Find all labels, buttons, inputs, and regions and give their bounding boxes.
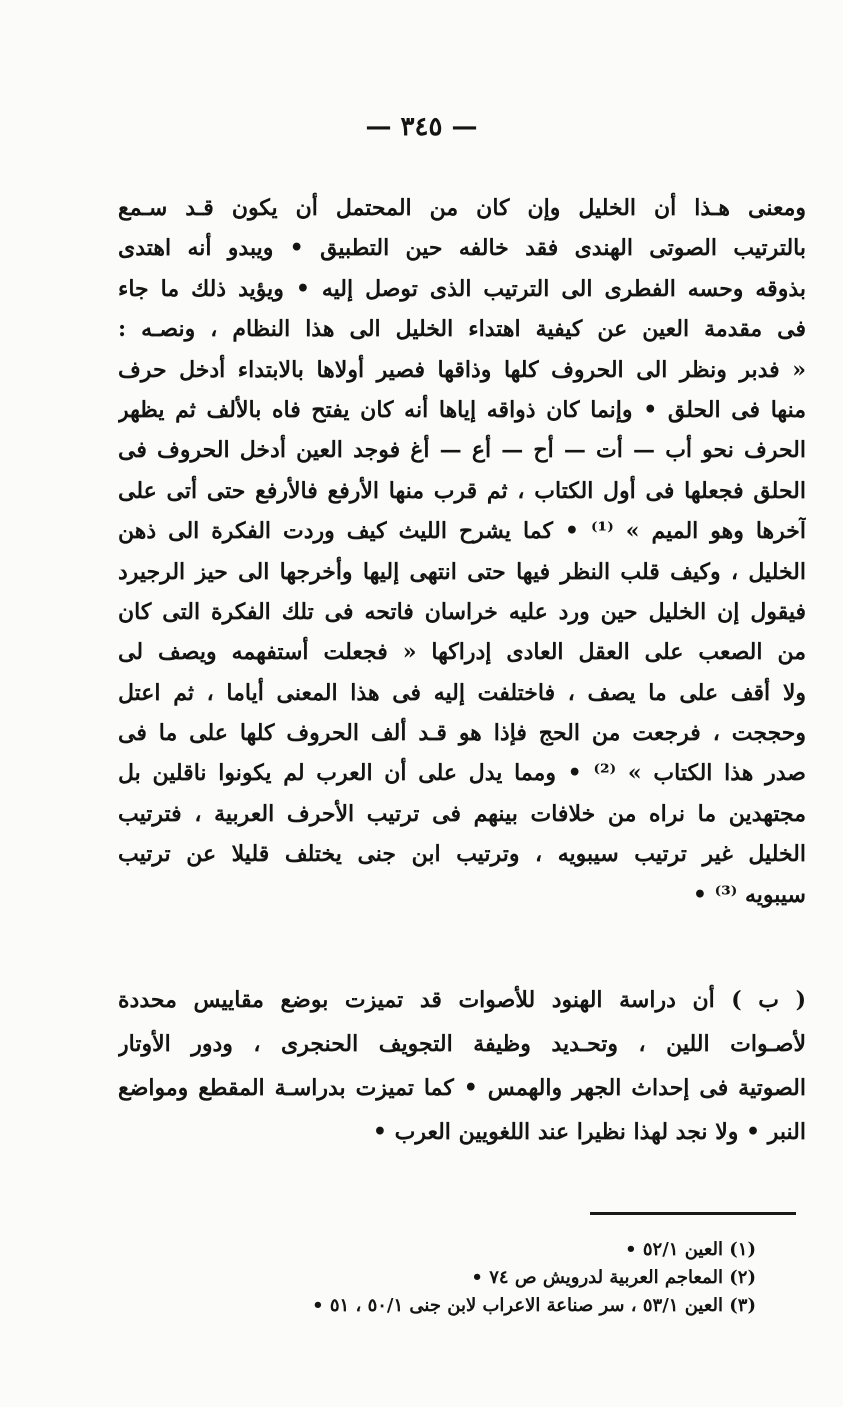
text-line: آخرها وهو الميم » ⁽¹⁾ • كما يشرح الليث كيف وردت الفكرة الى ذهن bbox=[118, 518, 806, 545]
text-line: ومعنى هـذا أن الخليل وإن كان من المحتمل أن يكون قـد سـمع bbox=[118, 195, 806, 221]
text-line: منها فى الحلق • وإنما كان ذواقه إياها أنه كان يفتح فاه بالألف ثم يظهر bbox=[118, 396, 806, 423]
text-line: ولا أقف على ما يصف ، فاختلفت إليه فى هذا المعنى أياما ، ثم اعتل bbox=[118, 679, 806, 706]
text-line: الحرف نحو أب — أت — أح — أع — أغ فوجد العين أدخل الحروف فى bbox=[118, 437, 806, 464]
text-line: صدر هذا الكتاب » ⁽²⁾ • ومما يدل على أن العرب لم يكونوا ناقلين بل bbox=[118, 760, 806, 787]
paragraph-b bbox=[118, 978, 806, 1154]
text-line: فيقول إن الخليل حين ورد عليه خراسان فاتحه فى تلك الفكرة التى كان bbox=[118, 598, 806, 625]
text-line: ( ب ) أن دراسة الهنود للأصوات قد تميزت بوضع مقاييس محددة bbox=[118, 987, 806, 1013]
footnote-2: (٢) المعاجم العربية لدرويش ص ٧٤ • bbox=[471, 1267, 756, 1288]
text-line: بذوقه وحسه الفطرى الى الترتيب الذى توصل إليه • ويؤيد ذلك ما جاء bbox=[118, 275, 806, 302]
text-line: وحججت ، فرجعت من الحج فإذا هو قـد ألف الحروف كلها على ما فى bbox=[118, 720, 806, 747]
text-line: من الصعب على العقل العادى إدراكها « فجعلت أستفهمه ويصف لى bbox=[118, 639, 806, 666]
footnote-divider bbox=[590, 1212, 796, 1215]
text-line: الحلق فجعلها فى أول الكتاب ، ثم قرب منها الأرفع فالأرفع حتى أتى على bbox=[118, 477, 806, 504]
text-line: الصوتية فى إحداث الجهر والهمس • كما تميزت بدراسـة المقطع ومواضع bbox=[118, 1075, 806, 1101]
page-number: — ٣٤٥ — bbox=[365, 112, 478, 142]
footnote-3: (٣) العين ٥٣/١ ، سر صناعة الاعراب لابن جنى ٥٠/١ ، ٥١ • bbox=[312, 1295, 756, 1316]
text-line: مجتهدين ما نراه من خلافات بينهم فى ترتيب الأحرف العربية ، فترتيب bbox=[118, 800, 806, 827]
text-line: بالترتيب الصوتى الهندى فقد خالفه حين التطبيق • ويبدو أنه اهتدى bbox=[118, 235, 806, 262]
paragraph-main bbox=[118, 188, 806, 915]
text-line: النبر • ولا نجد لهذا نظيرا عند اللغويين العرب • bbox=[372, 1119, 806, 1145]
footnote-1: (١) العين ٥٢/١ • bbox=[625, 1239, 756, 1260]
text-line: « فدبر ونظر الى الحروف كلها وذاقها فصير أولاها بالابتداء أدخل حرف bbox=[118, 356, 806, 383]
text-line: لأصـوات اللين ، وتحـديد وظيفة التجويف الحنجرى ، ودور الأوتار bbox=[118, 1031, 806, 1057]
text-line: سيبويه ⁽³⁾ • bbox=[692, 881, 806, 908]
text-line: فى مقدمة العين عن كيفية اهتداء الخليل الى هذا النظام ، ونصـه : bbox=[118, 316, 806, 343]
footnotes bbox=[150, 1236, 756, 1320]
text-line: الخليل ، وكيف قلب النظر فيها حتى انتهى إليها وأخرجها الى حيز الرجيرد bbox=[118, 558, 806, 585]
text-line: الخليل غير ترتيب سيبويه ، وترتيب ابن جنى يختلف قليلا عن ترتيب bbox=[118, 841, 806, 868]
